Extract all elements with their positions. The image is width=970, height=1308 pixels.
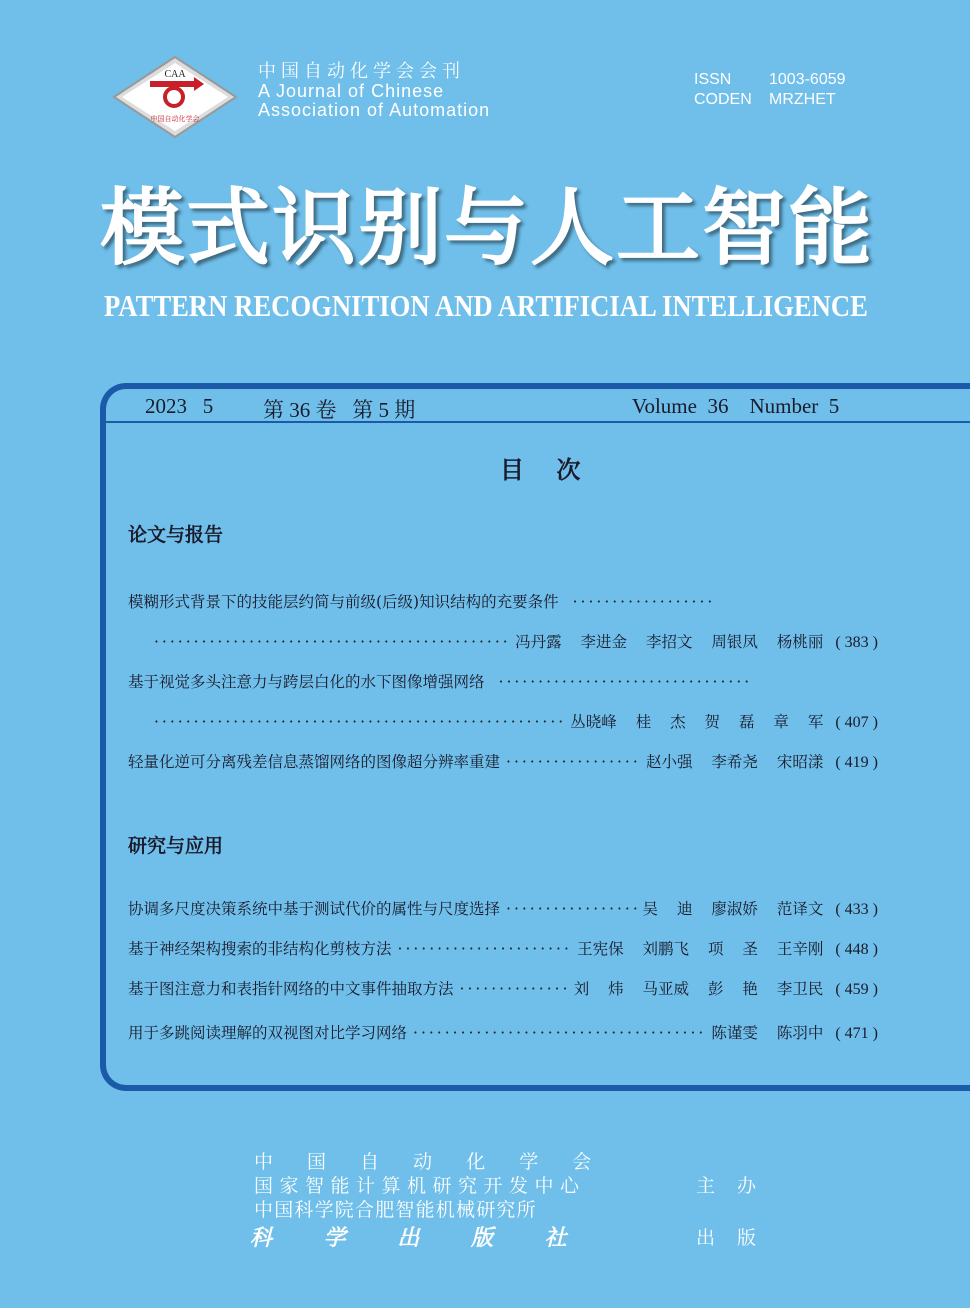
entry-title: 模糊形式背景下的技能层约简与前级(后级)知识结构的充要条件 — [128, 593, 559, 611]
entry-authors: 刘 炜 马亚威 彭 艳 李卫民 — [573, 980, 824, 998]
logo-text: CAA — [164, 69, 186, 80]
entry-page: ( 433 ) — [835, 901, 878, 918]
issn: 1003-6059 — [769, 71, 846, 88]
leader-dots — [506, 900, 637, 918]
toc-entry[interactable] — [128, 937, 878, 959]
entry-title: 用于多跳阅读理解的双视图对比学习网络 — [128, 1024, 408, 1042]
leader-dots — [154, 633, 509, 651]
entry-authors: 冯丹露 李进金 李招文 周银凤 杨桃丽 — [515, 633, 824, 651]
entry-title: 轻量化逆可分离残差信息蒸馏网络的图像超分辨率重建 — [128, 753, 501, 771]
toc-entry[interactable] — [128, 590, 878, 612]
entry-title: 协调多尺度决策系统中基于测试代价的属性与尺度选择 — [128, 900, 501, 918]
entry-page: ( 471 ) — [835, 1025, 878, 1042]
issn-label: ISSN — [694, 71, 732, 88]
journal-line-en1: A Journal of Chinese — [258, 80, 445, 101]
coden-label: CODEN — [694, 91, 752, 108]
toc-entry[interactable] — [128, 1021, 878, 1043]
entry-authors: 赵小强 李希尧 宋昭漾 — [645, 753, 824, 771]
sponsor-1: 中 国 自 动 化 学 会 — [254, 1151, 606, 1173]
leader-dots — [413, 1024, 705, 1042]
journal-line-cn: 中国自动化学会会刊 — [258, 61, 465, 81]
entry-authors: 陈谨雯 陈羽中 — [711, 1024, 824, 1042]
entry-page: ( 419 ) — [835, 754, 878, 771]
issue-date: 2023 5 — [145, 394, 214, 418]
leader-dots — [398, 940, 572, 958]
toc-entry-cont[interactable] — [148, 630, 878, 652]
caa-logo — [112, 55, 238, 139]
leader-dots — [154, 713, 564, 731]
issue-volume-en: Volume 36 Number 5 — [632, 394, 840, 418]
entry-page: ( 459 ) — [835, 981, 878, 998]
leader-dots — [506, 753, 640, 771]
section-title: 研究与应用 — [128, 835, 224, 857]
toc-entry[interactable] — [128, 750, 878, 772]
leader-dots — [460, 980, 568, 998]
entry-authors: 丛晓峰 桂 杰 贺 磊 章 军 — [570, 713, 824, 731]
logo-ring-text: 中国自动化学会 — [150, 115, 200, 123]
publisher-role: 出 版 — [696, 1227, 765, 1249]
divider — [104, 421, 970, 423]
entry-page: ( 448 ) — [835, 941, 878, 958]
entry-title: 基于神经架构搜索的非结构化剪枝方法 — [128, 940, 392, 958]
journal-codes — [694, 70, 846, 110]
section-title: 论文与报告 — [128, 524, 224, 546]
toc-entry[interactable] — [128, 897, 878, 919]
journal-affiliation — [258, 62, 490, 121]
toc-entry[interactable] — [128, 670, 878, 692]
journal-title-cn: 模式识别与人工智能 — [100, 179, 875, 277]
journal-line-en2: Association of Automation — [258, 100, 491, 120]
coden: MRZHET — [769, 91, 836, 108]
entry-page: ( 407 ) — [835, 714, 878, 731]
sponsor-2: 国家智能计算机研究开发中心 — [254, 1175, 586, 1197]
toc-entry-cont[interactable] — [148, 710, 878, 732]
sponsor-role: 主 办 — [696, 1175, 765, 1197]
entry-title: 基于图注意力和表指针网络的中文事件抽取方法 — [128, 980, 454, 998]
leader-dots — [499, 673, 749, 691]
issue-volume-cn: 第 36 卷 第 5 期 — [263, 398, 416, 422]
toc-heading: 目 次 — [500, 456, 593, 484]
entry-authors: 王宪保 刘鹏飞 项 圣 王辛刚 — [577, 940, 824, 958]
toc-entry[interactable] — [128, 977, 878, 999]
entry-page: ( 383 ) — [835, 634, 878, 651]
sponsor-3: 中国科学院合肥智能机械研究所 — [254, 1199, 537, 1221]
leader-dots — [573, 593, 713, 611]
journal-title-en: PATTERN RECOGNITION AND ARTIFICIAL INTELLIGENCE — [104, 288, 868, 323]
entry-authors: 吴 迪 廖淑娇 范译文 — [642, 900, 824, 918]
entry-title: 基于视觉多头注意力与跨层白化的水下图像增强网络 — [128, 673, 485, 691]
publisher: 科 学 出 版 社 — [250, 1225, 589, 1251]
